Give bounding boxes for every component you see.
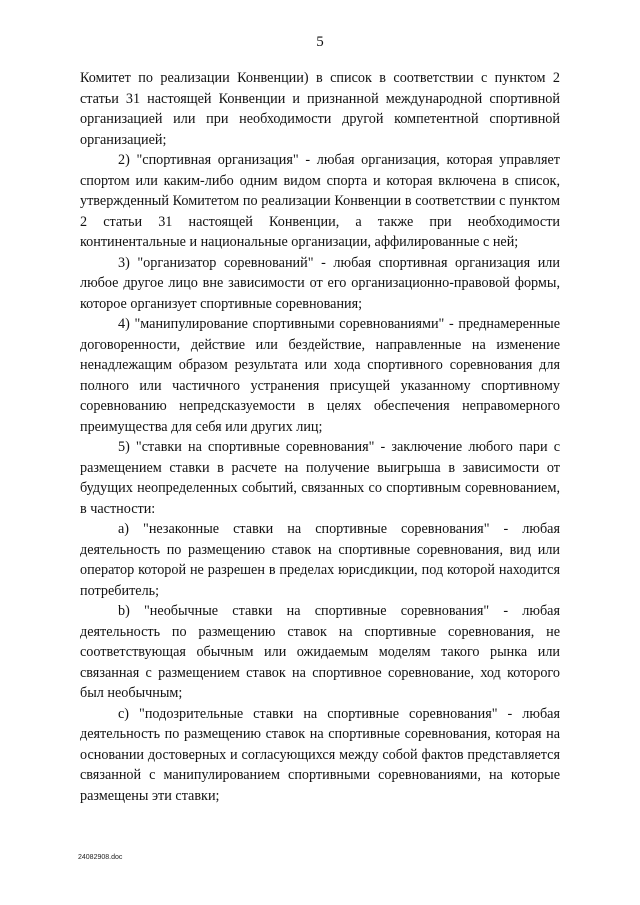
document-body — [80, 68, 560, 806]
footer-filename: 24082908.doc — [78, 854, 123, 861]
page-number: 5 — [316, 34, 324, 50]
paragraph-item-5b: b) "необычные ставки на спортивные соревнования" - любая деятельность по размещению ставок на спортивные соревнования, не соответствующая обычным или ожидаемым моделям такого рынка или связанная с размещением ставок на спортивное соревнование, ход которого был необычным; — [80, 603, 560, 701]
paragraph-item-5: 5) "ставки на спортивные соревнования" - заключение любого пари с размещением ставки в расчете на получение выигрыша в зависимости от будущих неопределенных событий, связанных со спортивным соревнованием, в частности: — [80, 439, 560, 517]
paragraph-continuation: Комитет по реализации Конвенции) в список в соответствии с пунктом 2 статьи 31 настоящей Конвенции и признанной международной спортивной организацией или при необходимости другой компетентной спортивной организацией; — [80, 70, 560, 148]
paragraph-item-5a: a) "незаконные ставки на спортивные соревнования" - любая деятельность по размещению ставок на спортивные соревнования, вид или оператор которой не разрешен в пределах юрисдикции, под которой находится потребитель; — [80, 521, 560, 599]
paragraph-item-2: 2) "спортивная организация" - любая организация, которая управляет спортом или каким-либо одним видом спорта и которая включена в список, утвержденный Комитетом по реализации Конвенции в соответствии с пунктом 2 статьи 31 настоящей Конвенции, а также при необходимости континентальные и национальные организации, аффилированные с ней; — [80, 152, 560, 250]
paragraph-item-3: 3) "организатор соревнований" - любая спортивная организация или любое другое лицо вне зависимости от его организационно-правовой формы, которое организует спортивные соревнования; — [80, 254, 560, 312]
paragraph-item-4: 4) "манипулирование спортивными соревнованиями" - преднамеренные договоренности, действие или бездействие, направленные на изменение ненадлежащим образом результата или хода спортивного соревнования для полного или частичного устранения присущей указанному спортивному соревнованию непредсказуемости в целях обеспечения неправомерного преимущества для себя или других лиц; — [80, 316, 560, 435]
paragraph-item-5c: c) "подозрительные ставки на спортивные соревнования" - любая деятельность по размещению ставок на спортивные соревнования, которая на основании достоверных и согласующихся между собой фактов представляется связанной с манипулированием спортивными соревнованиями, на которые размещены эти ставки; — [80, 705, 560, 804]
